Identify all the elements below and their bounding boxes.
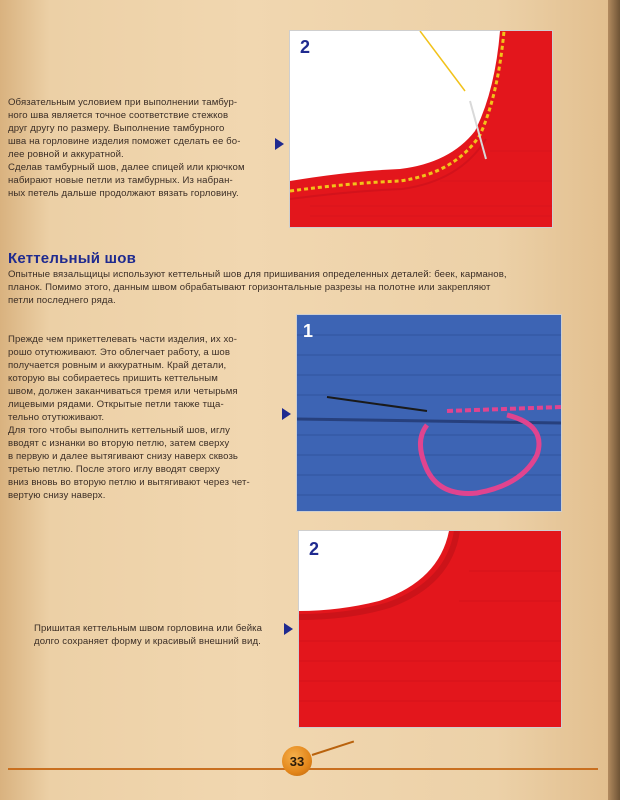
result-paragraph: Пришитая кеттельным швом горловина или бейка долго сохраняет форму и красивый внешний вид. xyxy=(34,623,263,647)
section-title: Кеттельный шов xyxy=(8,250,137,267)
page-number-badge xyxy=(282,746,312,776)
pointer-arrow-icon xyxy=(284,623,293,635)
pointer-arrow-icon xyxy=(282,408,291,420)
photo-number: 2 xyxy=(309,539,320,559)
kettel-instructions-paragraph: Прежде чем прикеттелевать части изделия, их хо- рошо отутюживают. Это облегчает работу, а шов получается ровным и аккуратным. Край детали, которую вы собираетесь пришить кеттельным швом, должен заканчиваться тремя или четырьмя лицевыми рядами. Открытые петли также тща- тельно отутюживают. Для того чтобы выполнить кеттельный шов, иглу вводят с изнанки во вторую петлю, затем сверху в первую и далее вытягивают снизу наверх сквозь третью петлю. После этого иглу вводят сверху вниз вновь во вторую петлю и вытягивают через чет- вертую снизу наверх. xyxy=(8,334,250,501)
pointer-arrow-icon xyxy=(275,138,284,150)
blue-knit-with-needle-image xyxy=(297,315,561,511)
red-neckline-finished-image xyxy=(299,531,561,727)
tambour-seam-paragraph: Обязательным условием при выполнении тамбур- ного шва является точное соответствие стежков друг другу по размеру. Выполнение тамбурного шва на горловине изделия поможет сделать ее бо- лее ровной и аккуратной. Сделав тамбурный шов, далее спицей или крючком набирают новые петли из тамбурных. Из набран- ных петель дальше продолжают вязать горловину. xyxy=(8,97,245,199)
photo-kettel-stitch-blue xyxy=(296,314,562,512)
book-binding-shadow xyxy=(608,0,620,800)
photo-tambour-neckline xyxy=(289,30,553,228)
red-knit-neckline-image xyxy=(290,31,552,227)
page-number: 33 xyxy=(289,753,305,769)
photo-number: 1 xyxy=(303,321,314,341)
photo-finished-neckline xyxy=(298,530,562,728)
section-intro: Опытные вязальщицы используют кеттельный шов для пришивания определенных деталей: беек, карманов, планок. Помимо этого, данным швом обрабатывают горизонтальные разрезы на полотне или закрепляют петли последнего ряда. xyxy=(8,269,507,306)
photo-number: 2 xyxy=(300,37,311,57)
